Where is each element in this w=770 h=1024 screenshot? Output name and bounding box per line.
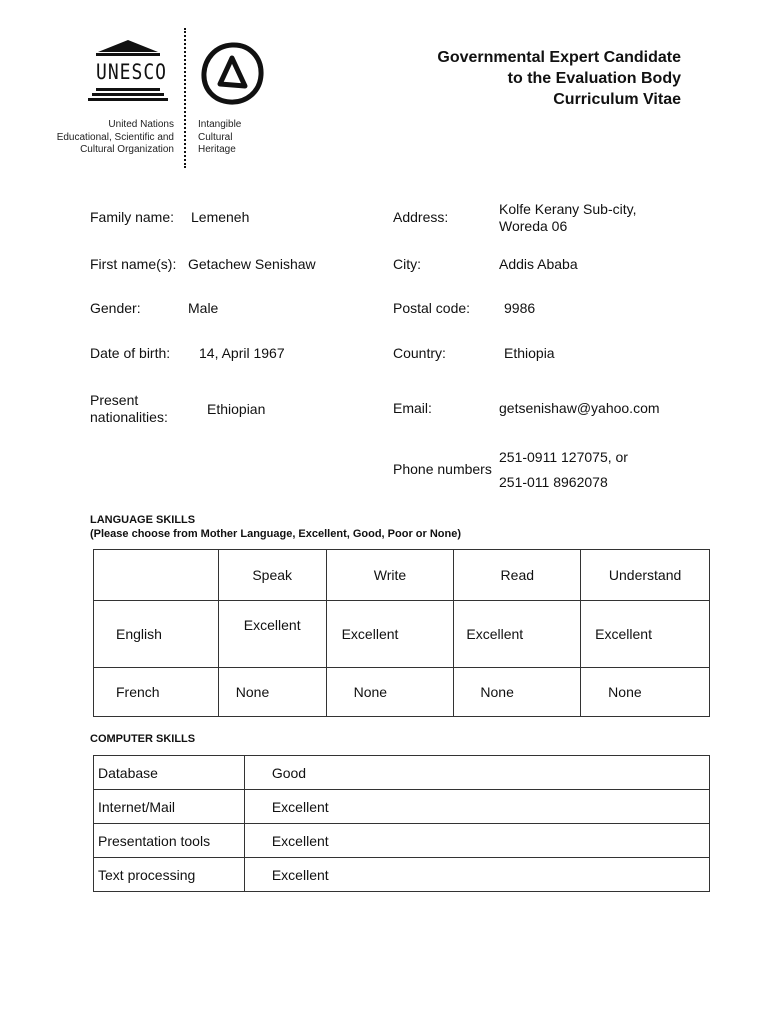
language-header-speak: Speak [218,550,326,601]
gender-value: Male [188,300,219,316]
first-name-value: Getachew Senishaw [188,256,316,272]
speak-level: Excellent [218,601,326,668]
phone-label: Phone numbers [393,461,492,477]
language-skills-table [93,549,710,717]
ich-emblem-icon [198,40,266,108]
dob-value: 14, April 1967 [199,345,285,361]
write-level: Excellent [326,601,454,668]
table-row [94,790,710,824]
read-level: None [454,668,581,717]
speak-level: None [218,668,326,717]
computer-skill-level: Excellent [244,858,709,892]
address-line-1: Kolfe Kerany Sub-city, [499,201,637,217]
ich-line-2: Cultural [198,131,233,143]
first-name-label: First name(s): [90,256,177,272]
address-label: Address: [393,209,449,225]
logo-divider [184,28,186,168]
title-line-1: Governmental Expert Candidate [437,49,681,66]
language-table-header-row [94,550,710,601]
computer-skill-name: Database [94,756,245,790]
org-line-2: Educational, Scientific and [56,131,174,143]
language-skills-heading: LANGUAGE SKILLS [90,514,196,526]
read-level: Excellent [454,601,581,668]
nationalities-label [90,392,168,426]
title-line-3: Curriculum Vitae [553,91,681,108]
language-header-write: Write [326,550,454,601]
phone-value-1: 251-0911 127075, or [499,449,628,465]
unesco-logo [88,38,168,108]
ich-line-3: Heritage [198,144,236,155]
computer-skill-level: Excellent [244,824,709,858]
computer-skill-name: Presentation tools [94,824,245,858]
table-row [94,858,710,892]
table-row [94,824,710,858]
nationalities-value: Ethiopian [207,401,266,417]
computer-skill-level: Excellent [244,790,709,824]
language-header-read: Read [454,550,581,601]
email-label: Email: [393,400,432,416]
language-header-understand: Understand [581,550,710,601]
language-skills-instructions: (Please choose from Mother Language, Excellent, Good, Poor or None) [90,528,462,540]
language-name: English [94,601,219,668]
city-value: Addis Ababa [499,256,578,272]
computer-skill-name: Text processing [94,858,245,892]
understand-level: Excellent [581,601,710,668]
computer-skill-name: Internet/Mail [94,790,245,824]
table-row [94,668,710,717]
gender-label: Gender: [90,300,141,316]
dob-label: Date of birth: [90,345,171,361]
city-label: City: [393,256,421,272]
family-name-value: Lemeneh [191,209,250,225]
unesco-org-name [57,119,174,157]
email-value: getsenishaw@yahoo.com [499,400,660,416]
family-name-label: Family name: [90,209,175,225]
language-header-cell-empty [94,550,219,601]
postal-code-label: Postal code: [393,300,471,316]
computer-skills-table [93,755,710,892]
title-line-2: to the Evaluation Body [507,70,681,87]
ich-line-1: Intangible [198,119,242,130]
table-row [94,601,710,668]
document-title [437,47,681,110]
nationalities-label-line-2: nationalities: [90,409,168,425]
table-row [94,756,710,790]
unesco-wordmark: UNESCO [96,59,168,85]
computer-skill-level: Good [244,756,709,790]
write-level: None [326,668,454,717]
phone-value-2: 251-011 8962078 [499,474,608,490]
country-value: Ethiopia [504,345,555,361]
country-label: Country: [393,345,446,361]
address-line-2: Woreda 06 [499,218,568,234]
nationalities-label-line-1: Present [90,392,139,408]
address-value [499,201,636,235]
org-line-3: Cultural Organization [80,144,174,155]
computer-skills-heading: COMPUTER SKILLS [90,733,196,745]
ich-name [198,119,241,157]
language-name: French [94,668,219,717]
postal-code-value: 9986 [504,300,536,316]
org-line-1: United Nations [108,119,174,130]
understand-level: None [581,668,710,717]
